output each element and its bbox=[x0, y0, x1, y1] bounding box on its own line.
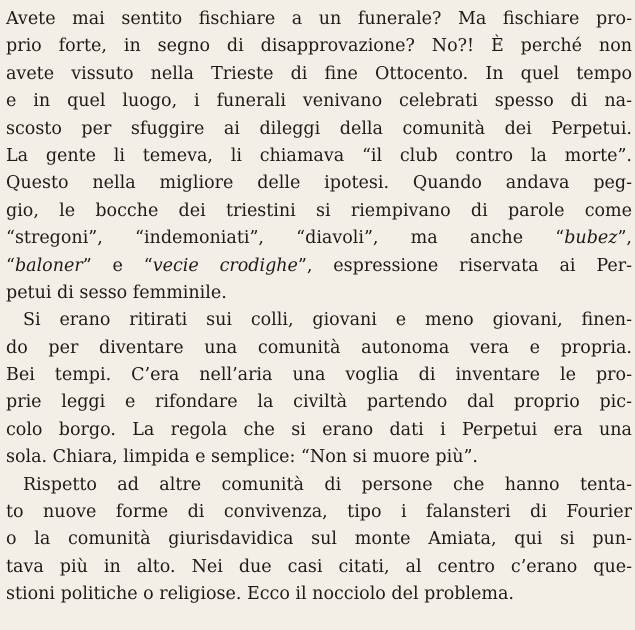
text-line bbox=[6, 143, 632, 170]
text-segment: ”, espressione riservata ai Per- bbox=[297, 255, 632, 276]
text-segment: “stregoni”, “indemoniati”, “diavoli”, ma anche “ bbox=[6, 228, 565, 249]
text-segment: Bei tempi. C’era nell’aria una voglia di inventare le pro- bbox=[6, 365, 632, 386]
text-line bbox=[6, 335, 632, 362]
text-segment: prie leggi e rifondare la civiltà partendo dal proprio pic- bbox=[6, 392, 632, 413]
paragraph bbox=[6, 6, 632, 307]
text-segment: La gente li temeva, li chiamava “il club contro la morte”. bbox=[6, 145, 632, 166]
text-line bbox=[6, 6, 632, 33]
text-segment: Questo nella migliore delle ipotesi. Quando andava peg- bbox=[6, 173, 632, 194]
text-line bbox=[6, 225, 632, 252]
text-segment: gio, le bocche dei triestini si riempivano di parole come bbox=[6, 200, 632, 221]
text-line bbox=[6, 444, 632, 471]
italic-term: vecie crodighe bbox=[152, 255, 298, 276]
text-segment: tava più in alto. Nei due casi citati, al centro c’erano que- bbox=[6, 556, 632, 577]
text-segment: colo borgo. La regola che si erano dati i Perpetui era una bbox=[6, 419, 632, 440]
text-segment: Si erano ritirati sui colli, giovani e meno giovani, finen- bbox=[23, 310, 632, 331]
text-line bbox=[6, 61, 632, 88]
text-line bbox=[6, 253, 632, 280]
text-line bbox=[6, 362, 632, 389]
text-line bbox=[6, 526, 632, 553]
text-segment: o la comunità giurisdavidica sul monte Amiata, qui si pun- bbox=[6, 529, 632, 550]
text-segment: Avete mai sentito fischiare a un funerale? Ma fischiare pro- bbox=[6, 9, 632, 29]
text-line bbox=[6, 198, 632, 225]
text-line bbox=[6, 389, 632, 416]
text-line bbox=[6, 33, 632, 60]
text-line bbox=[6, 581, 632, 608]
text-line bbox=[6, 499, 632, 526]
text-segment: e in quel luogo, i funerali venivano celebrati spesso di na- bbox=[6, 91, 632, 112]
text-segment: do per diventare una comunità autonoma vera e propria. bbox=[6, 337, 632, 358]
text-segment: “ bbox=[6, 255, 15, 276]
text-line bbox=[6, 280, 632, 307]
book-page bbox=[6, 6, 632, 609]
text-segment: sola. Chiara, limpida e semplice: “Non si muore più”. bbox=[6, 447, 478, 468]
text-segment: to nuove forme di convivenza, tipo i falansteri di Fourier bbox=[6, 502, 632, 523]
paragraph bbox=[6, 307, 632, 471]
text-segment: Rispetto ad altre comunità di persone che hanno tenta- bbox=[23, 474, 632, 495]
text-line bbox=[6, 417, 632, 444]
paragraph bbox=[6, 472, 632, 609]
text-segment: ” e “ bbox=[82, 255, 153, 276]
text-segment: petui di sesso femminile. bbox=[6, 282, 227, 303]
text-line bbox=[6, 116, 632, 143]
text-line bbox=[6, 472, 632, 499]
text-line bbox=[6, 307, 632, 334]
text-line bbox=[6, 170, 632, 197]
text-segment: avete vissuto nella Trieste di fine Ottocento. In quel tempo bbox=[6, 63, 632, 84]
text-line bbox=[6, 554, 632, 581]
text-segment: scosto per sfuggire ai dileggi della comunità dei Perpetui. bbox=[6, 118, 632, 139]
italic-term: baloner bbox=[14, 255, 83, 276]
text-segment: ”, bbox=[617, 228, 632, 249]
text-segment: prio forte, in segno di disapprovazione? No?! È perché non bbox=[6, 36, 632, 57]
italic-term: bubez bbox=[564, 228, 618, 249]
text-line bbox=[6, 88, 632, 115]
text-segment: stioni politiche o religiose. Ecco il nocciolo del problema. bbox=[6, 584, 514, 605]
